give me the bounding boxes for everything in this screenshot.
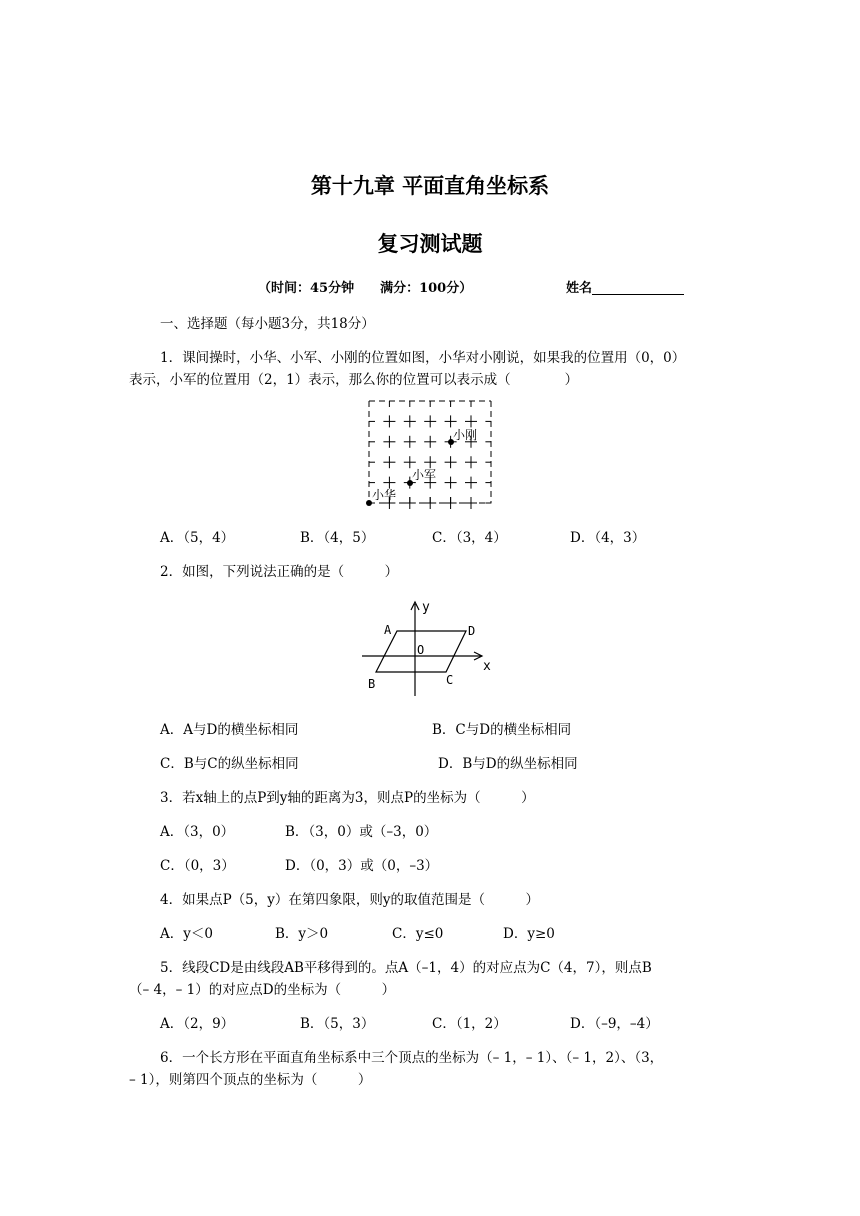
q4-option-d[interactable]: D．y≥0 <box>503 926 555 942</box>
q4-option-b[interactable]: B．y＞0 <box>275 926 329 942</box>
label-xiaojun: 小军 <box>412 468 437 482</box>
q5-stem-line1: 5．线段CD是由线段AB平移得到的。点A（–1，4）的对应点为C（4，7），则点B <box>160 960 652 976</box>
time-score-info: （时间：45分钟 满分：100分） <box>258 281 473 296</box>
q3-option-d[interactable]: D．（0，3）或（0，–3） <box>285 858 439 874</box>
q6-stem-line1: 6．一个长方形在平面直角坐标系中三个顶点的坐标为（– 1，– 1）、（– 1，2）、（3， <box>160 1050 664 1066</box>
q1-option-c[interactable]: C．（3，4） <box>432 530 507 546</box>
q1-stem-line1: 1．课间操时，小华、小军、小刚的位置如图，小华对小刚说，如果我的位置用（0，0） <box>160 350 686 366</box>
q1-option-b[interactable]: B．（4，5） <box>300 530 375 546</box>
chapter-title: 第十九章 平面直角坐标系 <box>310 174 550 198</box>
name-label: 姓名 <box>566 281 593 296</box>
q4-option-a[interactable]: A．y＜0 <box>160 926 213 942</box>
name-blank-line[interactable] <box>592 280 684 295</box>
q1-option-a[interactable]: A．（5，4） <box>160 530 235 546</box>
q2-option-d[interactable]: D．B与D的纵坐标相同 <box>438 756 578 772</box>
label-y: y <box>422 600 430 615</box>
q3-option-a[interactable]: A．（3，0） <box>160 824 235 840</box>
q1-stem-line2: 表示，小军的位置用（2，1）表示，那么你的位置可以表示成（ ） <box>129 372 579 388</box>
q2-option-a[interactable]: A．A与D的横坐标相同 <box>160 722 299 738</box>
q5-stem-line2: （– 4，– 1）的对应点D的坐标为（ ） <box>129 982 396 998</box>
label-d: D <box>468 624 476 638</box>
label-b: B <box>368 677 376 691</box>
q3-option-c[interactable]: C．（0，3） <box>160 858 235 874</box>
q2-option-b[interactable]: B．C与D的横坐标相同 <box>432 722 572 738</box>
q5-option-d[interactable]: D．（–9，–4） <box>570 1016 659 1032</box>
label-x: x <box>483 659 491 674</box>
q3-option-b[interactable]: B．（3，0）或（–3，0） <box>285 824 438 840</box>
q2-option-c[interactable]: C．B与C的纵坐标相同 <box>160 756 299 772</box>
label-xiaohua: 小华 <box>372 488 397 502</box>
q4-option-c[interactable]: C．y≤0 <box>392 926 444 942</box>
q5-option-b[interactable]: B．（5，3） <box>300 1016 375 1032</box>
q1-option-d[interactable]: D．（4，3） <box>570 530 646 546</box>
q2-stem: 2．如图，下列说法正确的是（ ） <box>160 564 399 580</box>
label-o: O <box>417 643 425 657</box>
name-field[interactable] <box>566 277 684 296</box>
label-c: C <box>446 673 454 687</box>
label-xiaogang: 小刚 <box>453 428 478 442</box>
q5-option-a[interactable]: A．（2，9） <box>160 1016 235 1032</box>
label-a: A <box>384 623 392 637</box>
q3-stem: 3．若x轴上的点P到y轴的距离为3，则点P的坐标为（ ） <box>160 790 535 806</box>
q2-parallelogram-figure <box>360 596 500 696</box>
q4-stem: 4．如果点P（5，y）在第四象限，则y的取值范围是（ ） <box>160 892 540 908</box>
q1-grid-figure <box>355 395 505 515</box>
q5-option-c[interactable]: C．（1，2） <box>432 1016 507 1032</box>
section-heading: 一、选择题（每小题3分，共18分） <box>160 316 375 332</box>
q6-stem-line2: – 1），则第四个顶点的坐标为（ ） <box>129 1072 372 1088</box>
test-subtitle: 复习测试题 <box>377 232 483 256</box>
